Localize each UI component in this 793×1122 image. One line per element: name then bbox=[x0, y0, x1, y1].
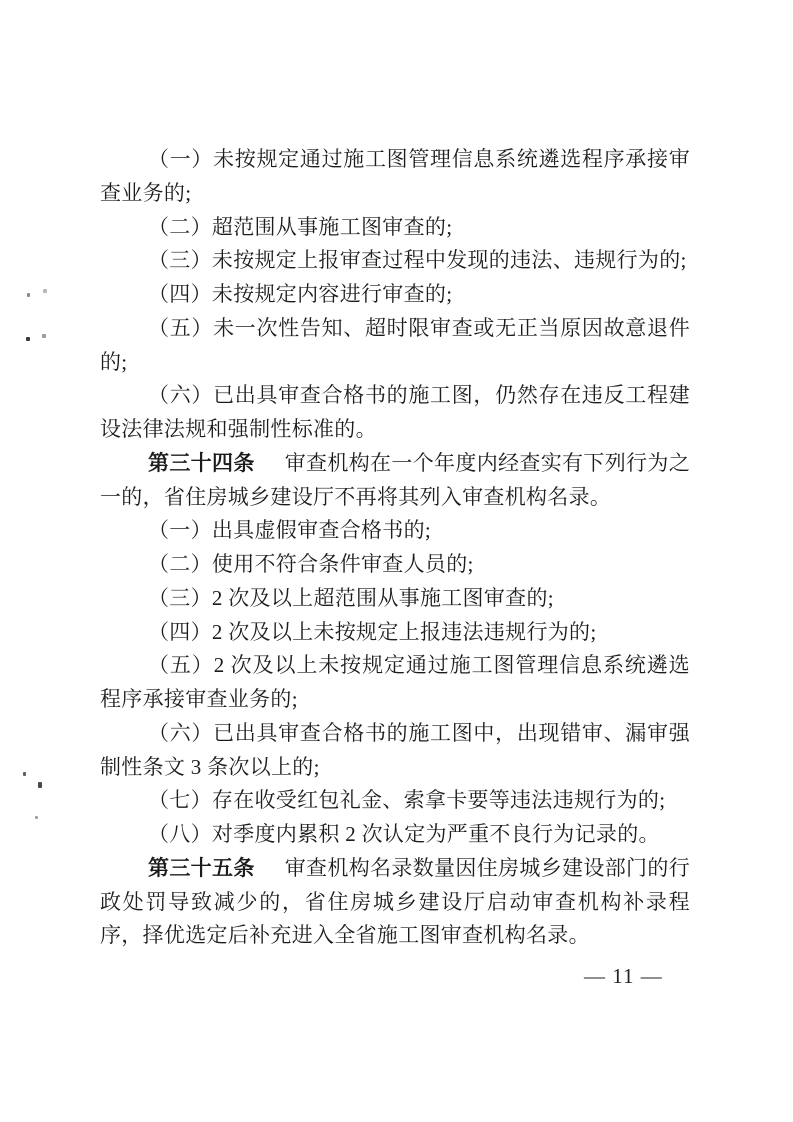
clause-text: （一）出具虚假审查合格书的; bbox=[148, 518, 432, 543]
article-heading-paragraph bbox=[100, 852, 690, 953]
clause-item bbox=[100, 818, 690, 852]
article-number: 第三十四条 bbox=[148, 450, 255, 475]
clause-item bbox=[100, 143, 690, 211]
scan-speck bbox=[23, 772, 26, 776]
scan-speck bbox=[27, 293, 30, 297]
scan-speck bbox=[42, 334, 46, 338]
clause-item bbox=[100, 649, 690, 717]
scan-speck bbox=[38, 782, 42, 788]
article-text: 审查机构名录数量因住房城乡建设部门的行政处罚导致减少的，省住房城乡建设厅启动审查机构补录程序，择优选定后补充进入全省施工图审查机构名录。 bbox=[100, 855, 691, 948]
clause-item bbox=[100, 717, 690, 785]
clause-text: （六）已出具审查合格书的施工图中，出现错审、漏审强制性条文 3 条次以上的; bbox=[100, 720, 690, 779]
clause-text: （八）对季度内累积 2 次认定为严重不良行为记录的。 bbox=[148, 822, 660, 846]
clause-text: （二）使用不符合条件审查人员的; bbox=[148, 552, 474, 576]
clause-item bbox=[100, 582, 690, 616]
clause-item bbox=[100, 278, 690, 312]
article-heading-paragraph bbox=[100, 447, 690, 515]
scan-speck bbox=[26, 337, 30, 341]
clause-text: （四）2 次及以上未按规定上报违法违规行为的; bbox=[148, 619, 597, 644]
clause-item bbox=[100, 211, 690, 245]
clause-item bbox=[100, 379, 690, 447]
clause-item bbox=[100, 784, 690, 818]
scan-speck bbox=[43, 289, 47, 293]
clause-item bbox=[100, 548, 690, 582]
clause-text: （一）未按规定通过施工图管理信息系统遴选程序承接审查业务的; bbox=[100, 147, 690, 205]
article-number: 第三十五条 bbox=[148, 855, 255, 880]
page-number: — 11 — bbox=[584, 964, 663, 988]
clause-text: （七）存在收受红包礼金、索拿卡要等违法违规行为的; bbox=[148, 788, 666, 813]
clause-text: （六）已出具审查合格书的施工图，仍然存在违反工程建设法律法规和强制性标准的。 bbox=[100, 383, 690, 441]
clause-text: （三）2 次及以上超范围从事施工图审查的; bbox=[148, 585, 554, 610]
clause-text: （五）2 次及以上未按规定通过施工图管理信息系统遴选程序承接审查业务的; bbox=[100, 653, 690, 711]
scan-speck bbox=[35, 816, 38, 819]
clause-item bbox=[100, 514, 690, 548]
clause-text: （三）未按规定上报审查过程中发现的违法、违规行为的; bbox=[148, 248, 687, 273]
clause-text: （四）未按规定内容进行审查的; bbox=[148, 282, 453, 306]
clause-item bbox=[100, 244, 690, 278]
article-text: 审查机构在一个年度内经查实有下列行为之一的，省住房城乡建设厅不再将其列入审查机构名录。 bbox=[100, 450, 691, 509]
clause-text: （二）超范围从事施工图审查的; bbox=[148, 214, 453, 239]
document-text-block bbox=[100, 143, 690, 953]
clause-text: （五）未一次性告知、超时限审查或无正当原因故意退件的; bbox=[100, 315, 690, 374]
clause-item bbox=[100, 616, 690, 650]
clause-item bbox=[100, 312, 690, 380]
